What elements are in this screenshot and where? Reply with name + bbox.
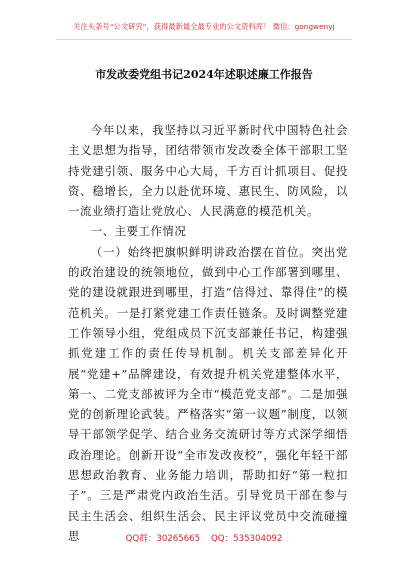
section-heading: 一、主要工作情况 <box>90 224 187 239</box>
footer-contact: QQ群：30265665 QQ：535304092 <box>125 534 283 544</box>
document-body <box>68 120 348 546</box>
section-paragraph: （一）始终把旗帜鲜明讲政治摆在首位。突出党的政治建设的统领地位，做到中心工作部署到哪里、党的建设就跟进到哪里，打造“信得过、靠得住”的模范机关。一是打紧党建工作责任链条。及时调整党建工作领导小组，党组成员下沉支部兼任书记，构建强抓党建工作的责任传导机制。机关支部差异化开展“党建+”品牌建设，有效提升机关党建整体水平，第一、二党支部被评为全市“模范党支部”。二是加强党的创新理论武装。严格落实“第一议题”制度，以领导干部领学促学、结合业务交流研讨等方式深学细悟政治理论。创新开设“全市发改夜校”，强化年轻干部思想政治教育、业务能力培训，帮助扣好“第一粒扣子”。三是严肃党内政治生活。引导党员干部在参与民主生活会、组织生活会、民主评议党员中交流碰撞思 <box>68 244 348 543</box>
promo-banner: 关注头条号“公文研究”，获得最新最全最专业的公文资料库！ 微信：gongwenyj <box>73 22 335 31</box>
intro-paragraph: 今年以来，我坚持以习近平新时代中国特色社会主义思想为指导，团结带领市发改委全体干部职工坚持党建引领、服务中心大局，千方百计抓项目、促投资、稳增长，全力以赴优环境、惠民生、防风险，以一流业绩打造让党放心、人民满意的模范机关。 <box>68 123 348 219</box>
document-title: 市发改委党组书记2024年述职述廉工作报告 <box>95 68 313 81</box>
banner-divider <box>56 39 352 40</box>
